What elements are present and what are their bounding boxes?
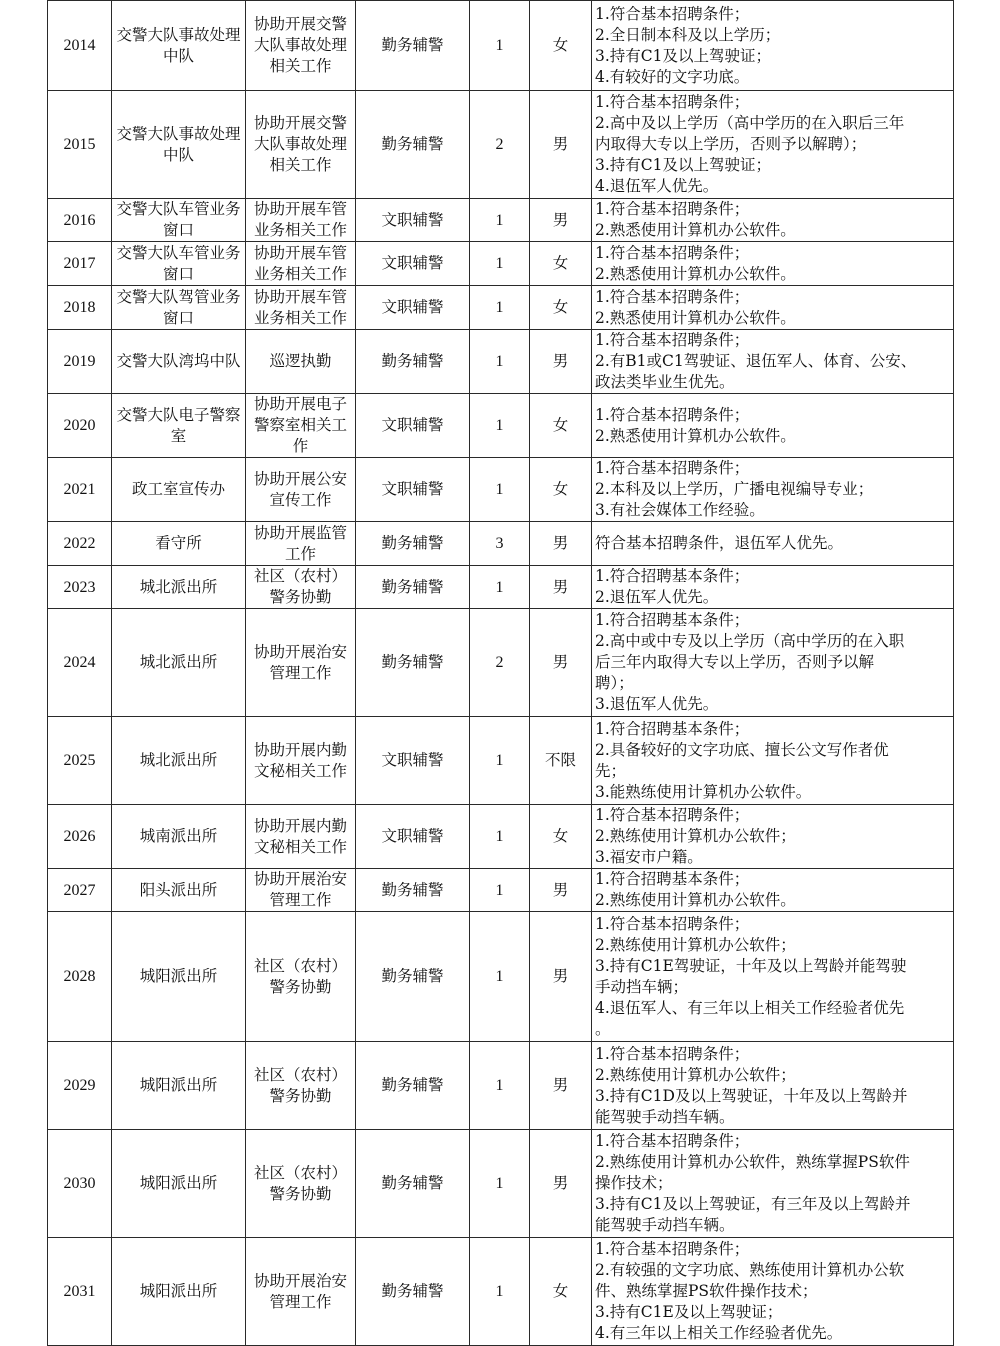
- recruitment-table: [47, 0, 954, 1346]
- duty-description-cell: 协助开展公安宣传工作: [246, 458, 356, 522]
- duty-description-cell: 协助开展交警大队事故处理相关工作: [246, 91, 356, 199]
- headcount-cell: 3: [470, 522, 530, 566]
- table-row: [48, 394, 954, 458]
- requirement-line: 2.退伍军人优先。: [595, 588, 719, 606]
- requirements-cell: [592, 1, 954, 91]
- department-cell: 交警大队湾坞中队: [112, 330, 246, 394]
- requirement-line: 操作技术；: [595, 1174, 673, 1192]
- requirement-line: 2.高中及以上学历（高中学历的在入职后三年: [595, 114, 905, 132]
- gender-cell: 女: [530, 242, 592, 286]
- position-code-cell: 2018: [48, 286, 112, 330]
- gender-cell: 男: [530, 199, 592, 242]
- duty-description-cell: 协助开展监管工作: [246, 522, 356, 566]
- requirements-cell: [592, 199, 954, 242]
- table-row: [48, 199, 954, 242]
- department-cell: 交警大队车管业务窗口: [112, 242, 246, 286]
- requirement-line: 1.符合基本招聘条件；: [595, 914, 750, 933]
- requirements-cell: [592, 717, 954, 805]
- requirement-line: 1.符合基本招聘条件；: [595, 200, 750, 218]
- requirement-line: 1.符合基本招聘条件；: [595, 459, 750, 477]
- requirement-line: 2.有较强的文字功底、熟练使用计算机办公软: [595, 1261, 905, 1279]
- department-cell: 城北派出所: [112, 609, 246, 717]
- requirement-line: 4.有三年以上相关工作经验者优先。: [595, 1324, 843, 1342]
- requirement-line: 3.有社会媒体工作经验。: [595, 501, 765, 519]
- requirements-cell: [592, 242, 954, 286]
- requirements-cell: [592, 394, 954, 458]
- gender-cell: 男: [530, 566, 592, 609]
- requirements-cell: [592, 609, 954, 717]
- headcount-cell: 1: [470, 869, 530, 912]
- requirement-line: 2.熟练使用计算机办公软件，熟练掌握PS软件: [595, 1153, 910, 1171]
- position-code-cell: 2029: [48, 1042, 112, 1130]
- headcount-cell: 1: [470, 805, 530, 869]
- headcount-cell: 1: [470, 717, 530, 805]
- requirement-line: 2.具备较好的文字功底、擅长公文写作者优: [595, 740, 889, 759]
- requirement-line: 聘）；: [595, 674, 634, 692]
- duty-description-cell: 协助开展车管业务相关工作: [246, 242, 356, 286]
- requirement-line: 政法类毕业生优先。: [595, 373, 735, 391]
- headcount-cell: 1: [470, 1, 530, 91]
- requirement-line: 3.福安市户籍。: [595, 848, 703, 866]
- requirement-line: 1.符合招聘基本条件；: [595, 870, 750, 888]
- gender-cell: 女: [530, 394, 592, 458]
- headcount-cell: 1: [470, 242, 530, 286]
- position-type-cell: 勤务辅警: [356, 1130, 470, 1238]
- position-code-cell: 2023: [48, 566, 112, 609]
- position-type-cell: 勤务辅警: [356, 869, 470, 912]
- position-type-cell: 勤务辅警: [356, 1238, 470, 1346]
- gender-cell: 女: [530, 286, 592, 330]
- position-code-cell: 2028: [48, 912, 112, 1042]
- department-cell: 城北派出所: [112, 717, 246, 805]
- requirement-line: 1.符合基本招聘条件；: [595, 1240, 750, 1258]
- gender-cell: 男: [530, 1130, 592, 1238]
- headcount-cell: 2: [470, 609, 530, 717]
- duty-description-cell: 协助开展治安管理工作: [246, 869, 356, 912]
- position-code-cell: 2026: [48, 805, 112, 869]
- position-code-cell: 2022: [48, 522, 112, 566]
- requirement-line: 3.能熟练使用计算机办公软件。: [595, 782, 812, 801]
- requirement-line: 2.熟悉使用计算机办公软件。: [595, 308, 796, 327]
- department-cell: 政工室宣传办: [112, 458, 246, 522]
- position-type-cell: 勤务辅警: [356, 566, 470, 609]
- headcount-cell: 1: [470, 1042, 530, 1130]
- headcount-cell: 1: [470, 1238, 530, 1346]
- requirement-line: 2.全日制本科及以上学历；: [595, 25, 781, 44]
- position-code-cell: 2027: [48, 869, 112, 912]
- position-code-cell: 2016: [48, 199, 112, 242]
- headcount-cell: 1: [470, 458, 530, 522]
- requirement-line: 件、熟练掌握PS软件操作技术；: [595, 1282, 818, 1300]
- requirements-cell: [592, 566, 954, 609]
- duty-description-cell: 协助开展车管业务相关工作: [246, 199, 356, 242]
- table-row: [48, 242, 954, 286]
- requirement-line: 符合基本招聘条件，退伍军人优先。: [595, 534, 844, 552]
- requirement-line: 1.符合基本招聘条件；: [595, 4, 750, 23]
- position-type-cell: 文职辅警: [356, 199, 470, 242]
- requirement-line: 3.持有C1E驾驶证，十年及以上驾龄并能驾驶: [595, 956, 907, 975]
- position-type-cell: 勤务辅警: [356, 1042, 470, 1130]
- duty-description-cell: 协助开展内勤文秘相关工作: [246, 805, 356, 869]
- table-row: [48, 869, 954, 912]
- position-code-cell: 2019: [48, 330, 112, 394]
- requirement-line: 3.持有C1D及以上驾驶证，十年及以上驾龄并: [595, 1086, 908, 1105]
- requirement-line: 4.退伍军人优先。: [595, 177, 719, 195]
- gender-cell: 男: [530, 91, 592, 199]
- table-row: [48, 1042, 954, 1130]
- headcount-cell: 1: [470, 330, 530, 394]
- requirement-line: 2.熟悉使用计算机办公软件。: [595, 221, 796, 239]
- requirement-line: 3.持有C1及以上驾驶证；: [595, 46, 772, 65]
- department-cell: 城阳派出所: [112, 912, 246, 1042]
- requirement-line: 2.熟练使用计算机办公软件；: [595, 1065, 796, 1084]
- position-type-cell: 文职辅警: [356, 805, 470, 869]
- table-row: [48, 717, 954, 805]
- position-code-cell: 2031: [48, 1238, 112, 1346]
- requirement-line: 4.有较好的文字功底。: [595, 67, 750, 86]
- requirements-cell: [592, 286, 954, 330]
- requirements-cell: [592, 869, 954, 912]
- gender-cell: 女: [530, 458, 592, 522]
- headcount-cell: 1: [470, 1130, 530, 1238]
- department-cell: 交警大队事故处理中队: [112, 1, 246, 91]
- requirement-line: 2.熟练使用计算机办公软件；: [595, 827, 796, 845]
- recruitment-table-page: [47, 0, 954, 1346]
- table-row: [48, 1238, 954, 1346]
- table-row: [48, 912, 954, 1042]
- position-type-cell: 勤务辅警: [356, 609, 470, 717]
- duty-description-cell: 社区（农村）警务协勤: [246, 566, 356, 609]
- requirement-line: 1.符合基本招聘条件；: [595, 1132, 750, 1150]
- requirement-line: 3.持有C1及以上驾驶证；: [595, 156, 772, 174]
- requirement-line: 2.高中或中专及以上学历（高中学历的在入职: [595, 632, 905, 650]
- department-cell: 看守所: [112, 522, 246, 566]
- requirement-line: 4.退伍军人、有三年以上相关工作经验者优先: [595, 998, 905, 1017]
- requirement-line: 能驾驶手动挡车辆。: [595, 1107, 735, 1126]
- requirement-line: 3.持有C1及以上驾驶证，有三年及以上驾龄并: [595, 1195, 911, 1213]
- requirement-line: 2.熟练使用计算机办公软件；: [595, 935, 796, 954]
- requirement-line: 2.本科及以上学历，广播电视编导专业；: [595, 480, 874, 498]
- requirements-cell: [592, 1238, 954, 1346]
- requirements-cell: [592, 458, 954, 522]
- duty-description-cell: 社区（农村）警务协勤: [246, 1042, 356, 1130]
- department-cell: 交警大队车管业务窗口: [112, 199, 246, 242]
- requirements-cell: [592, 522, 954, 566]
- requirements-cell: [592, 91, 954, 199]
- department-cell: 城北派出所: [112, 566, 246, 609]
- table-row: [48, 286, 954, 330]
- gender-cell: 男: [530, 912, 592, 1042]
- department-cell: 交警大队驾管业务窗口: [112, 286, 246, 330]
- requirements-cell: [592, 1042, 954, 1130]
- table-row: [48, 458, 954, 522]
- department-cell: 城阳派出所: [112, 1042, 246, 1130]
- requirement-line: 1.符合基本招聘条件；: [595, 806, 750, 824]
- table-row: [48, 1, 954, 91]
- position-code-cell: 2015: [48, 91, 112, 199]
- requirement-line: 后三年内取得大专以上学历，否则予以解: [595, 653, 875, 671]
- headcount-cell: 1: [470, 199, 530, 242]
- requirement-line: 3.持有C1E及以上驾驶证；: [595, 1303, 783, 1321]
- department-cell: 交警大队电子警察室: [112, 394, 246, 458]
- position-code-cell: 2024: [48, 609, 112, 717]
- table-row: [48, 609, 954, 717]
- requirement-line: 能驾驶手动挡车辆。: [595, 1216, 735, 1234]
- requirement-line: 1.符合基本招聘条件；: [595, 243, 750, 262]
- position-code-cell: 2025: [48, 717, 112, 805]
- gender-cell: 男: [530, 1042, 592, 1130]
- requirement-line: 2.熟悉使用计算机办公软件。: [595, 426, 796, 445]
- requirement-line: 1.符合招聘基本条件；: [595, 567, 750, 585]
- gender-cell: 不限: [530, 717, 592, 805]
- department-cell: 交警大队事故处理中队: [112, 91, 246, 199]
- headcount-cell: 1: [470, 286, 530, 330]
- department-cell: 阳头派出所: [112, 869, 246, 912]
- position-type-cell: 勤务辅警: [356, 522, 470, 566]
- position-code-cell: 2017: [48, 242, 112, 286]
- gender-cell: 女: [530, 805, 592, 869]
- duty-description-cell: 社区（农村）警务协勤: [246, 912, 356, 1042]
- requirement-line: 1.符合基本招聘条件；: [595, 405, 750, 424]
- requirements-cell: [592, 912, 954, 1042]
- gender-cell: 女: [530, 1, 592, 91]
- position-type-cell: 文职辅警: [356, 394, 470, 458]
- requirement-line: 1.符合基本招聘条件；: [595, 93, 750, 111]
- gender-cell: 女: [530, 1238, 592, 1346]
- gender-cell: 男: [530, 609, 592, 717]
- table-row: [48, 805, 954, 869]
- position-code-cell: 2020: [48, 394, 112, 458]
- requirements-cell: [592, 1130, 954, 1238]
- requirement-line: 1.符合基本招聘条件；: [595, 1044, 750, 1063]
- table-row: [48, 91, 954, 199]
- department-cell: 城南派出所: [112, 805, 246, 869]
- position-type-cell: 勤务辅警: [356, 912, 470, 1042]
- position-type-cell: 勤务辅警: [356, 1, 470, 91]
- headcount-cell: 1: [470, 566, 530, 609]
- department-cell: 城阳派出所: [112, 1130, 246, 1238]
- table-row: [48, 330, 954, 394]
- duty-description-cell: 社区（农村）警务协勤: [246, 1130, 356, 1238]
- table-row: [48, 1130, 954, 1238]
- requirement-line: 手动挡车辆；: [595, 977, 689, 996]
- position-type-cell: 文职辅警: [356, 458, 470, 522]
- requirement-line: 。: [595, 1019, 611, 1038]
- requirements-cell: [592, 330, 954, 394]
- duty-description-cell: 协助开展治安管理工作: [246, 609, 356, 717]
- gender-cell: 男: [530, 522, 592, 566]
- position-code-cell: 2021: [48, 458, 112, 522]
- duty-description-cell: 协助开展内勤文秘相关工作: [246, 717, 356, 805]
- position-code-cell: 2014: [48, 1, 112, 91]
- requirement-line: 内取得大专以上学历，否则予以解聘）；: [595, 135, 867, 153]
- headcount-cell: 2: [470, 91, 530, 199]
- duty-description-cell: 巡逻执勤: [246, 330, 356, 394]
- position-code-cell: 2030: [48, 1130, 112, 1238]
- gender-cell: 男: [530, 330, 592, 394]
- requirement-line: 1.符合招聘基本条件；: [595, 611, 750, 629]
- requirement-line: 1.符合基本招聘条件；: [595, 331, 750, 349]
- requirement-line: 2.熟悉使用计算机办公软件。: [595, 264, 796, 283]
- gender-cell: 男: [530, 869, 592, 912]
- headcount-cell: 1: [470, 912, 530, 1042]
- position-type-cell: 文职辅警: [356, 717, 470, 805]
- requirements-cell: [592, 805, 954, 869]
- requirement-line: 1.符合招聘基本条件；: [595, 719, 750, 738]
- duty-description-cell: 协助开展电子警察室相关工作: [246, 394, 356, 458]
- table-row: [48, 566, 954, 609]
- headcount-cell: 1: [470, 394, 530, 458]
- position-type-cell: 勤务辅警: [356, 91, 470, 199]
- requirement-line: 3.退伍军人优先。: [595, 695, 719, 713]
- department-cell: 城阳派出所: [112, 1238, 246, 1346]
- requirement-line: 2.熟练使用计算机办公软件。: [595, 891, 796, 909]
- position-type-cell: 文职辅警: [356, 286, 470, 330]
- duty-description-cell: 协助开展交警大队事故处理相关工作: [246, 1, 356, 91]
- duty-description-cell: 协助开展车管业务相关工作: [246, 286, 356, 330]
- duty-description-cell: 协助开展治安管理工作: [246, 1238, 356, 1346]
- requirement-line: 1.符合基本招聘条件；: [595, 287, 750, 306]
- table-row: [48, 522, 954, 566]
- table-body: [48, 1, 954, 1346]
- position-type-cell: 文职辅警: [356, 242, 470, 286]
- requirement-line: 2.有B1或C1驾驶证、退伍军人、体育、公安、: [595, 352, 917, 370]
- position-type-cell: 勤务辅警: [356, 330, 470, 394]
- requirement-line: 先；: [595, 761, 627, 780]
